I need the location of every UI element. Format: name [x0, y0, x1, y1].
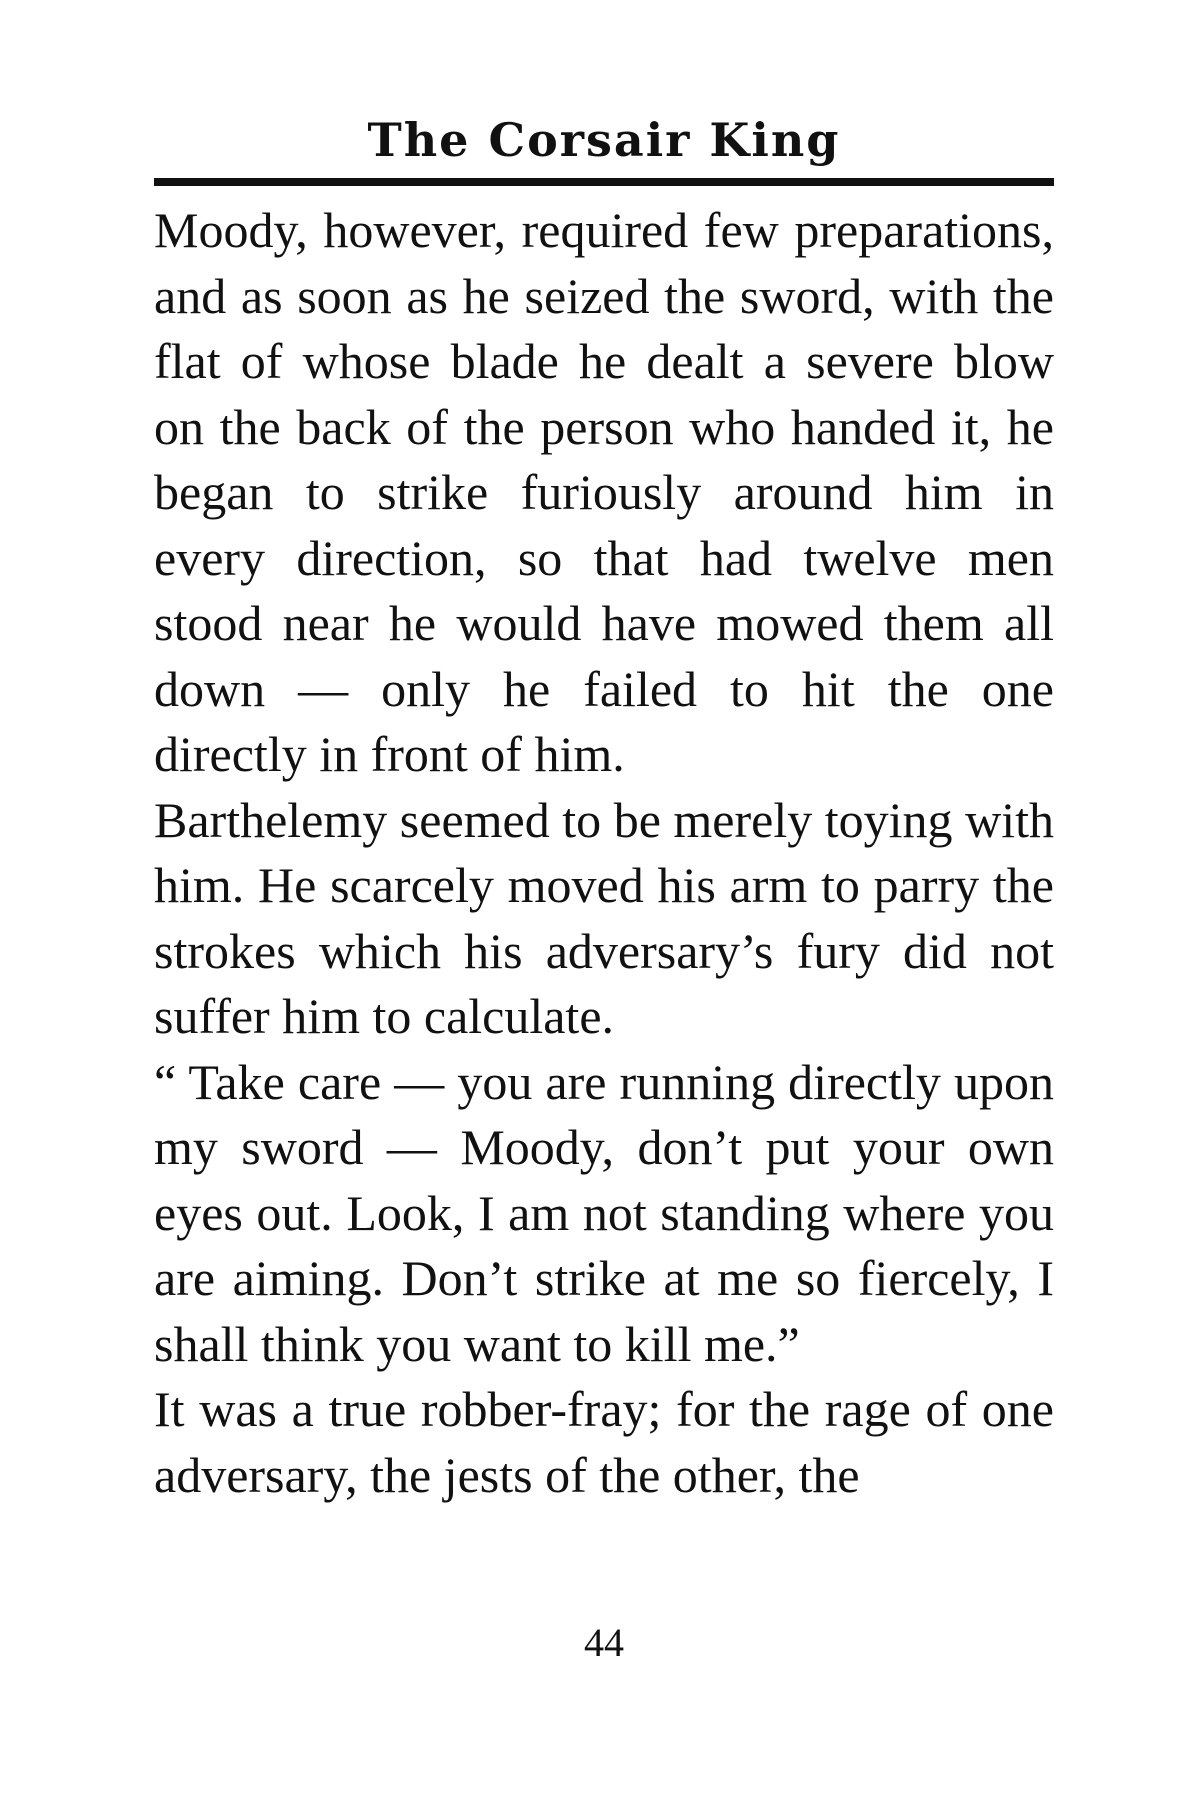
paragraph: Moody, however, required few preparations, and as soon as he seized the sword, with the flat of whose blade he dealt a severe blow on the back of the person who handed it, he began to strike furiously around him in every direction, so that had twelve men stood near he would have mowed them all down — only he failed to hit the one directly in front of him. — [154, 202, 1054, 782]
book-page — [154, 108, 1054, 1708]
body-text — [154, 198, 1054, 1508]
paragraph: “ Take care — you are running directly upon my sword — Moody, don’t put your own eyes out. Look, I am not standing where you are aiming. Don’t strike at me so fiercely, I shall think you want to kill me.” — [154, 1053, 1054, 1372]
paragraph: Barthelemy seemed to be merely toying with him. He scarcely moved his arm to parry the strokes which his adversary’s fury did not suffer him to calculate. — [154, 791, 1054, 1044]
page-number: 44 — [584, 1620, 624, 1665]
header-rule — [154, 178, 1054, 186]
running-title: The Corsair King — [367, 113, 841, 167]
paragraph: It was a true robber-fray; for the rage of one adversary, the jests of the other, the — [154, 1381, 1054, 1503]
